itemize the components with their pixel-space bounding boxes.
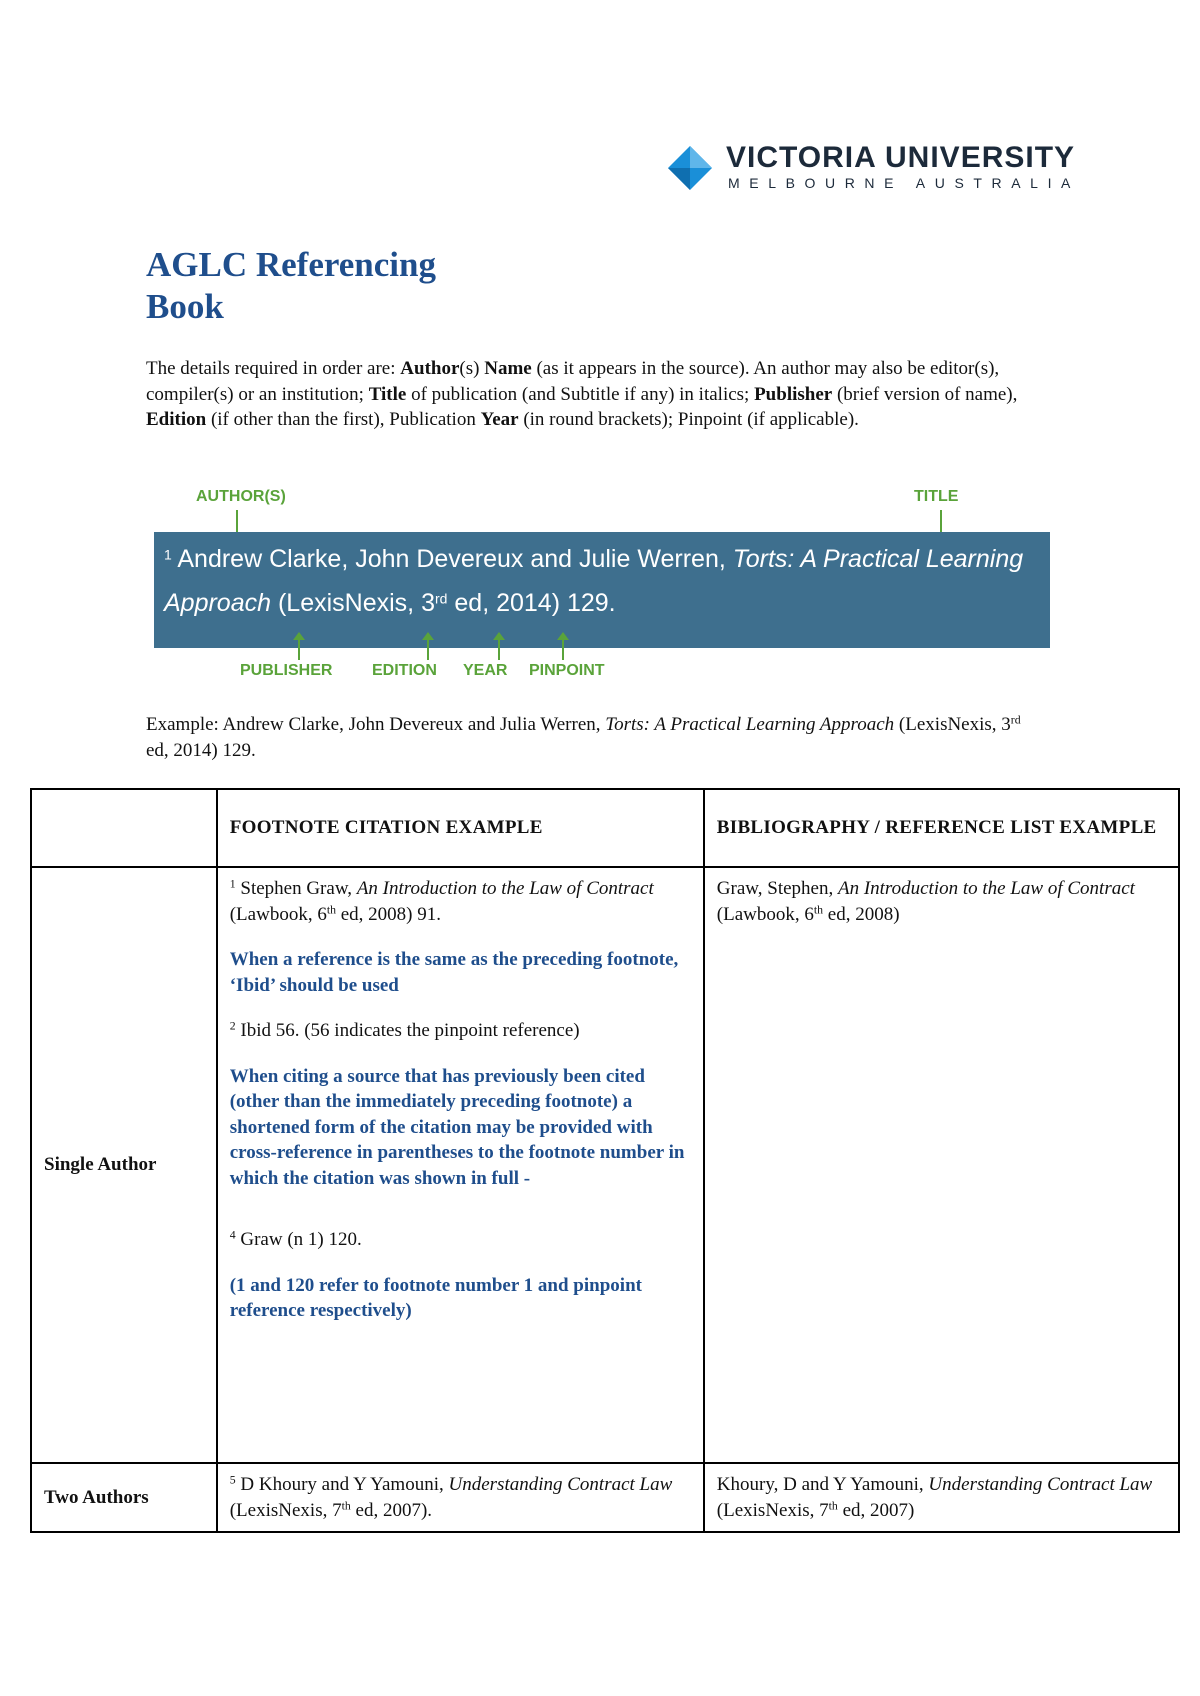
intro-bold: Edition <box>146 409 207 430</box>
intro-bold: Year <box>480 409 519 430</box>
bibliography-entry <box>717 1472 1166 1523</box>
arrow-edition <box>427 638 429 660</box>
fn-title: Understanding Contract Law <box>448 1474 673 1495</box>
example-title: Torts: A Practical Learning Approach <box>605 714 895 735</box>
university-logo <box>668 140 1080 196</box>
label-pinpoint: PINPOINT <box>529 662 605 679</box>
header-footnote-text: FOOTNOTE CITATION EXAMPLE <box>229 817 543 839</box>
fn-text: Graw (n 1) 120. <box>235 1229 362 1250</box>
logo-subtitle: MELBOURNE AUSTRALIA <box>728 175 1080 191</box>
header-footnote <box>217 789 704 867</box>
intro-bold: Title <box>368 383 407 405</box>
citation-authors: Andrew Clarke, John Devereux and Julie Werren, <box>177 545 733 573</box>
bib-text: ed, 2007) <box>837 1499 915 1521</box>
arrow-authors <box>236 510 238 534</box>
intro-text: (as it appears in the source). An author may also be editor(s), compiler(s) or an institution; <box>146 358 1000 405</box>
arrow-title <box>940 510 942 534</box>
label-title: TITLE <box>914 488 959 505</box>
example-text: (LexisNexis, 3 <box>894 714 1011 735</box>
single-bibliography-cell <box>704 867 1179 1463</box>
arrow-pinpoint <box>562 638 564 660</box>
intro-text: (brief version of name), <box>832 383 1018 405</box>
note-shortened-form: When citing a source that has previously been cited (other than the immediately preceding footnote) a shortened form of the citation may be provided with cross-reference in parentheses to the footnote number in which the citation was shown in full - <box>229 1065 685 1189</box>
fn-text: ed, 2007). <box>350 1499 433 1521</box>
intro-text: The details required in order are: <box>146 358 401 379</box>
fn-title: An Introduction to the Law of Contract <box>356 878 654 899</box>
example-text: ed, 2014) 129. <box>146 740 256 761</box>
footnote-5 <box>230 1472 691 1523</box>
fn-text: ed, 2008) 91. <box>335 903 441 925</box>
fn-number: 2 <box>229 1019 236 1033</box>
citation-line-1 <box>164 544 1023 574</box>
citation-line-2 <box>164 588 616 618</box>
citation-tail: ed, 2014) 129. <box>447 589 616 617</box>
bib-text: Khoury, D and Y Yamouni, <box>716 1474 929 1495</box>
bib-sup: th <box>828 1499 838 1513</box>
row-label-two: Two Authors <box>31 1463 217 1532</box>
example-paragraph <box>146 712 1046 764</box>
example-text: Example: Andrew Clarke, John Devereux and Julia Werren, <box>146 714 606 735</box>
header-bibliography <box>704 789 1179 867</box>
diamond-logo-icon <box>668 146 712 190</box>
note-cross-reference: (1 and 120 refer to footnote number 1 and pinpoint reference respectively) <box>229 1274 642 1321</box>
intro-bold: Author <box>400 358 460 379</box>
bib-text: ed, 2008) <box>823 903 900 925</box>
citation-title-cont: Approach <box>164 589 272 617</box>
arrow-publisher <box>298 638 300 660</box>
footnote-number: 1 <box>164 546 172 563</box>
bib-sup: th <box>813 903 824 917</box>
intro-bold: Publisher <box>754 383 833 405</box>
fn-number: 5 <box>229 1473 236 1487</box>
bib-text: (Lawbook, 6 <box>716 903 814 925</box>
fn-sup: th <box>326 903 336 917</box>
footnote-2 <box>230 1018 691 1044</box>
citation-sup: rd <box>434 590 448 607</box>
intro-text: (s) <box>459 358 485 379</box>
citation-publisher: (LexisNexis, 3 <box>271 589 435 617</box>
two-footnote-cell <box>217 1463 704 1532</box>
fn-text: D Khoury and Y Yamouni, <box>235 1474 449 1495</box>
single-footnote-cell <box>217 867 704 1463</box>
table-row-single-author <box>31 867 1179 1463</box>
bib-text: Graw, Stephen, <box>716 878 838 899</box>
table-header-row <box>31 789 1179 867</box>
label-publisher: PUBLISHER <box>240 662 333 679</box>
title-line-1: AGLC Referencing <box>146 245 436 284</box>
intro-text: (if other than the first), Publication <box>206 409 481 430</box>
bibliography-entry <box>717 876 1166 927</box>
logo-name: VICTORIA UNIVERSITY <box>726 141 1076 174</box>
header-bibliography-text: BIBLIOGRAPHY / REFERENCE LIST EXAMPLE <box>716 817 1157 839</box>
bib-text: (LexisNexis, 7 <box>716 1499 829 1521</box>
bib-title: An Introduction to the Law of Contract <box>837 878 1135 899</box>
example-sup: rd <box>1010 713 1021 727</box>
row-label-single: Single Author <box>31 867 217 1463</box>
intro-paragraph <box>146 356 1046 433</box>
footnote-4 <box>230 1227 691 1253</box>
two-bibliography-cell <box>704 1463 1179 1532</box>
fn-text: Ibid 56. (56 indicates the pinpoint reference) <box>235 1020 580 1041</box>
note-ibid: When a reference is the same as the preceding footnote, ‘Ibid’ should be used <box>229 949 679 996</box>
title-line-2: Book <box>146 287 224 326</box>
arrow-year <box>498 638 500 660</box>
label-edition: EDITION <box>372 662 437 679</box>
intro-text: of publication (and Subtitle if any) in italics; <box>406 383 755 405</box>
citation-table <box>30 788 1180 1533</box>
intro-text: (in round brackets); Pinpoint (if applicable). <box>518 409 859 430</box>
fn-sup: th <box>341 1499 351 1513</box>
table-row-two-authors <box>31 1463 1179 1532</box>
header-empty-cell <box>31 789 217 867</box>
citation-title: Torts: A Practical Learning <box>732 545 1024 573</box>
citation-diagram <box>140 486 1060 686</box>
fn-text: (LexisNexis, 7 <box>229 1499 342 1521</box>
page-title <box>146 244 436 328</box>
fn-text: Stephen Graw, <box>235 878 357 899</box>
label-year: YEAR <box>463 662 508 679</box>
bib-title: Understanding Contract Law <box>928 1474 1153 1495</box>
fn-number: 4 <box>229 1228 236 1242</box>
label-authors: AUTHOR(S) <box>196 488 286 505</box>
footnote-1 <box>230 876 691 927</box>
intro-bold: Name <box>484 358 532 379</box>
fn-text: (Lawbook, 6 <box>229 903 327 925</box>
citation-box <box>154 532 1050 648</box>
fn-number: 1 <box>229 877 236 891</box>
